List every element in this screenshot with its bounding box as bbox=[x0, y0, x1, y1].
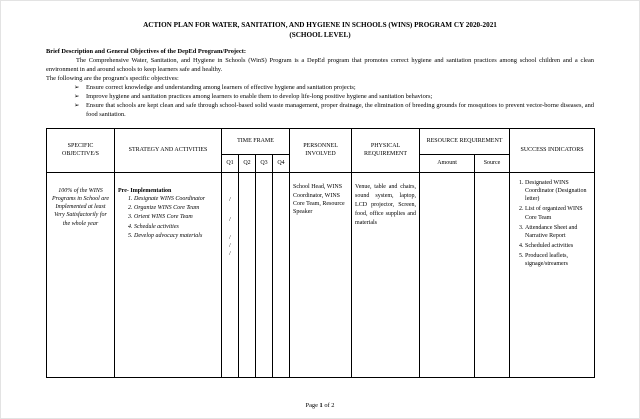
activity-item: 1. Designate WINS Coordinator bbox=[134, 195, 218, 203]
header-time-frame: TIME FRAME bbox=[222, 129, 290, 155]
header-resource-requirement: RESOURCE REQUIREMENT bbox=[420, 129, 510, 155]
activity-item: 2. Organize WINS Core Team bbox=[134, 204, 218, 212]
table-row bbox=[47, 173, 595, 378]
footer-page-total: of 2 bbox=[322, 402, 335, 409]
activities-list bbox=[134, 195, 218, 239]
q1-mark: / bbox=[229, 243, 231, 250]
success-indicator-item: 2. List of organized WINS Core Team bbox=[525, 205, 591, 221]
objectives-lead-line: The following are the program's specific objectives: bbox=[46, 75, 179, 83]
title-line-1: ACTION PLAN FOR WATER, SANITATION, AND HYGIENE IN SCHOOLS (WINS) PROGRAM CY 2020-2021 bbox=[143, 21, 497, 29]
activity-item: 3. Orient WINS Core Team bbox=[134, 213, 218, 221]
header-q2: Q2 bbox=[239, 155, 256, 173]
arrow-bullet-icon: ➢ bbox=[74, 102, 80, 110]
objective-bullet-item bbox=[74, 93, 594, 102]
strategy-phase-heading: Pre- Implementation bbox=[118, 188, 172, 195]
activity-item: 5. Develop advocacy materials bbox=[134, 232, 218, 240]
q1-mark: / bbox=[229, 251, 231, 258]
objective-bullet-item bbox=[74, 102, 594, 120]
footer-page-label: Page bbox=[305, 402, 320, 409]
cell-q1-marks bbox=[222, 173, 239, 378]
cell-personnel-involved: School Head, WINS Coordinator, WINS Core Team, Resource Speaker bbox=[290, 173, 352, 378]
cell-q4 bbox=[273, 173, 290, 378]
header-q1: Q1 bbox=[222, 155, 239, 173]
cell-specific-objective: 100% of the WINS Programs in School are Implemented at least Very Satisfactorily for the whole year bbox=[47, 173, 115, 378]
arrow-bullet-icon: ➢ bbox=[74, 93, 80, 101]
header-q3: Q3 bbox=[256, 155, 273, 173]
program-description-paragraph: The Comprehensive Water, Sanitation, and Hygiene in Schools (WinS) Program is a DepEd program that promotes correct hygiene and sanitation practices among school children and a clean environment in and around schools to keep learners safe and healthy. bbox=[46, 57, 594, 74]
q1-mark: / bbox=[229, 217, 231, 224]
arrow-bullet-icon: ➢ bbox=[74, 84, 80, 92]
success-indicator-item: 1. Designated WINS Coordinator (Designation letter) bbox=[525, 179, 591, 203]
objective-bullet-text: Ensure that schools are kept clean and safe through school-based solid waste management, proper drainage, the elimination of breeding grounds for mosquitoes to prevent vector-borne diseases, and food sanitation. bbox=[86, 102, 594, 119]
cell-q3 bbox=[256, 173, 273, 378]
success-indicators-list bbox=[525, 175, 591, 268]
page-footer bbox=[1, 402, 639, 409]
cell-source bbox=[475, 173, 510, 378]
objectives-bullet-list bbox=[74, 84, 594, 120]
objective-bullet-item bbox=[74, 84, 594, 93]
table-header-row-1 bbox=[47, 129, 595, 155]
document-title bbox=[46, 21, 594, 40]
header-physical-requirement: PHYSICAL REQUIREMENT bbox=[352, 129, 420, 173]
header-q4: Q4 bbox=[273, 155, 290, 173]
header-success-indicators: SUCCESS INDICATORS bbox=[510, 129, 595, 173]
header-strategy-activities: STRATEGY AND ACTIVITIES bbox=[115, 129, 222, 173]
action-plan-table bbox=[46, 128, 595, 378]
cell-amount bbox=[420, 173, 475, 378]
cell-strategy-activities bbox=[115, 173, 222, 378]
cell-success-indicators bbox=[510, 173, 595, 378]
q1-check-marks bbox=[225, 175, 235, 259]
q1-mark: / bbox=[229, 197, 231, 204]
objective-bullet-text: Ensure correct knowledge and understanding among learners of effective hygiene and sanitation projects; bbox=[86, 84, 356, 92]
header-amount: Amount bbox=[420, 155, 475, 173]
success-indicator-item: 3. Attendance Sheet and Narrative Report bbox=[525, 224, 591, 240]
q1-mark: / bbox=[229, 235, 231, 242]
title-line-2: (SCHOOL LEVEL) bbox=[289, 30, 351, 39]
success-indicator-item: 5. Produced leaflets, signage/streamers bbox=[525, 252, 591, 268]
cell-q2 bbox=[239, 173, 256, 378]
activity-item: 4. Schedule activities bbox=[134, 223, 218, 231]
footer-page-number: 1 bbox=[319, 402, 323, 409]
header-source: Source bbox=[475, 155, 510, 173]
brief-description-heading: Brief Description and General Objectives of the DepEd Program/Project: bbox=[46, 48, 246, 56]
success-indicator-item: 4. Scheduled activities bbox=[525, 242, 591, 250]
objective-bullet-text: Improve hygiene and sanitation practices among learners to enable them to develop life-long positive hygiene and sanitation behaviors; bbox=[86, 93, 433, 101]
cell-physical-requirement: Venue, table and chairs, sound system, laptop, LCD projector, Screen, food, office supplies and materials bbox=[352, 173, 420, 378]
header-specific-objectives: SPECIFIC OBJECTIVE/S bbox=[47, 129, 115, 173]
header-personnel-involved: PERSONNEL INVOLVED bbox=[290, 129, 352, 173]
